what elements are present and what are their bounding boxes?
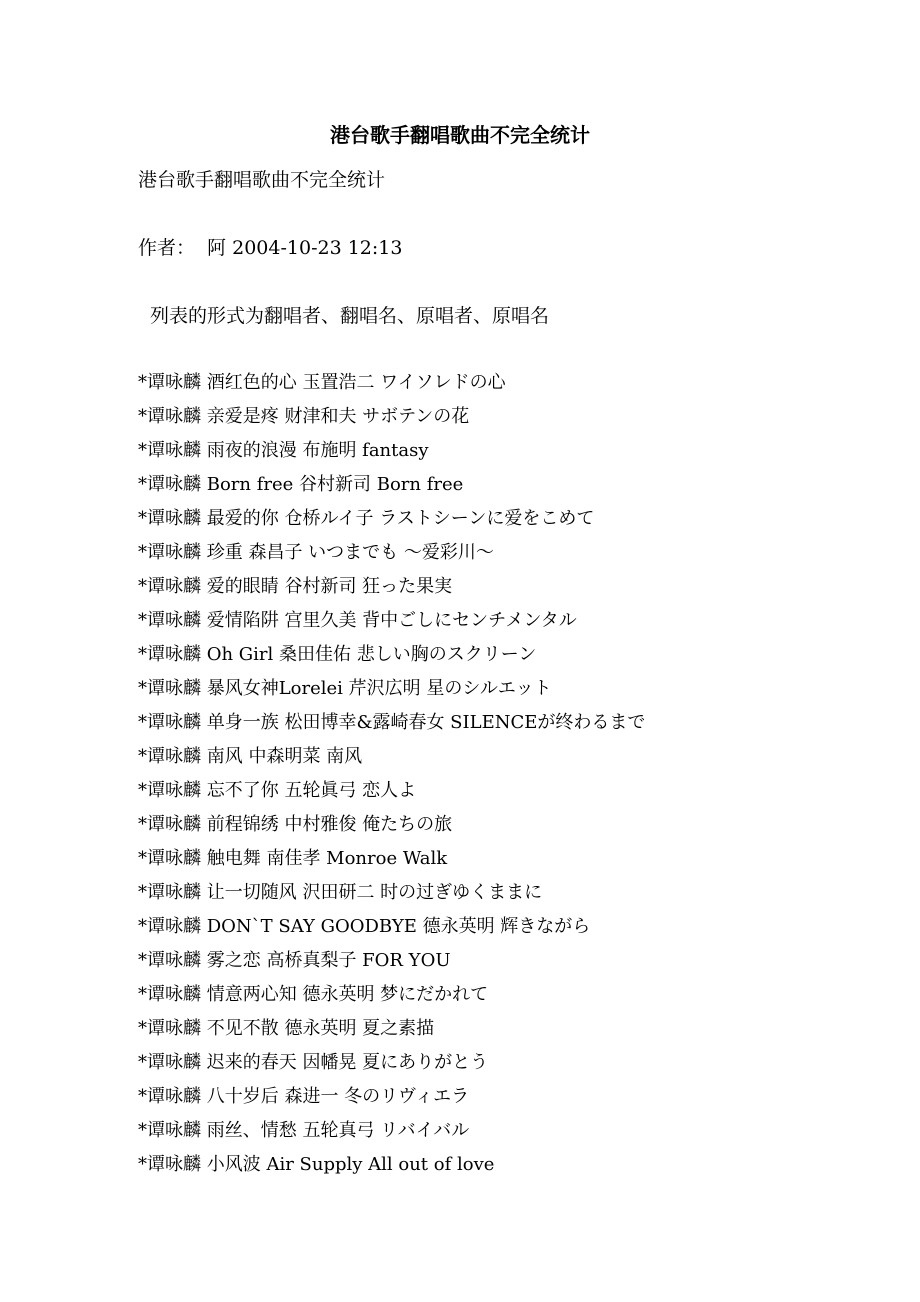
list-item: *谭咏麟 爱情陷阱 宫里久美 背中ごしにセンチメンタル [138, 610, 577, 631]
list-item: *谭咏麟 触电舞 南佳孝 Monroe Walk [138, 848, 448, 869]
list-item: *谭咏麟 雨夜的浪漫 布施明 fantasy [138, 440, 429, 461]
list-item: *谭咏麟 让一切随风 沢田研二 时の过ぎゆくままに [138, 882, 543, 903]
list-item: *谭咏麟 南风 中森明菜 南风 [138, 746, 363, 767]
list-item: *谭咏麟 亲爱是疼 财津和夫 サボテンの花 [138, 406, 470, 427]
list-item: *谭咏麟 八十岁后 森进一 冬のリヴィエラ [138, 1086, 470, 1107]
list-item: *谭咏麟 情意两心知 德永英明 梦にだかれて [138, 984, 489, 1005]
list-item: *谭咏麟 迟来的春天 因幡晃 夏にありがとう [138, 1052, 489, 1073]
song-list [138, 372, 645, 1188]
list-item: *谭咏麟 暴风女神Lorelei 芹沢広明 星のシルエット [138, 678, 552, 699]
list-item: *谭咏麟 DON`T SAY GOODBYE 德永英明 辉きながら [138, 916, 591, 937]
list-item: *谭咏麟 珍重 森昌子 いつまでも ～爱彩川～ [138, 542, 494, 563]
list-item: *谭咏麟 爱的眼睛 谷村新司 狂った果実 [138, 576, 453, 597]
list-item: *谭咏麟 小风波 Air Supply All out of love [138, 1154, 495, 1175]
list-item: *谭咏麟 雨丝、情愁 五轮真弓 リバイバル [138, 1120, 470, 1141]
list-item: *谭咏麟 单身一族 松田博幸&露崎春女 SILENCEが终わるまで [138, 712, 646, 733]
document-title: 港台歌手翻唱歌曲不完全统计 [330, 123, 590, 147]
list-item: *谭咏麟 Oh Girl 桑田佳佑 悲しい胸のスクリーン [138, 644, 537, 665]
list-item: *谭咏麟 不见不散 德永英明 夏之素描 [138, 1018, 435, 1039]
list-item: *谭咏麟 前程锦绣 中村雅俊 俺たちの旅 [138, 814, 453, 835]
author-line: 作者： 阿 2004-10-23 12:13 [138, 237, 403, 259]
format-note: 列表的形式为翻唱者、翻唱名、原唱者、原唱名 [150, 305, 550, 327]
list-item: *谭咏麟 雾之恋 高桥真梨子 FOR YOU [138, 950, 451, 971]
list-item: *谭咏麟 最爱的你 仓桥ルイ子 ラストシーンに爱をこめて [138, 508, 595, 529]
list-item: *谭咏麟 忘不了你 五轮眞弓 恋人よ [138, 780, 417, 801]
list-item: *谭咏麟 Born free 谷村新司 Born free [138, 474, 464, 495]
document-subtitle: 港台歌手翻唱歌曲不完全统计 [138, 169, 386, 191]
list-item: *谭咏麟 酒红色的心 玉置浩二 ワイソレドの心 [138, 372, 506, 393]
